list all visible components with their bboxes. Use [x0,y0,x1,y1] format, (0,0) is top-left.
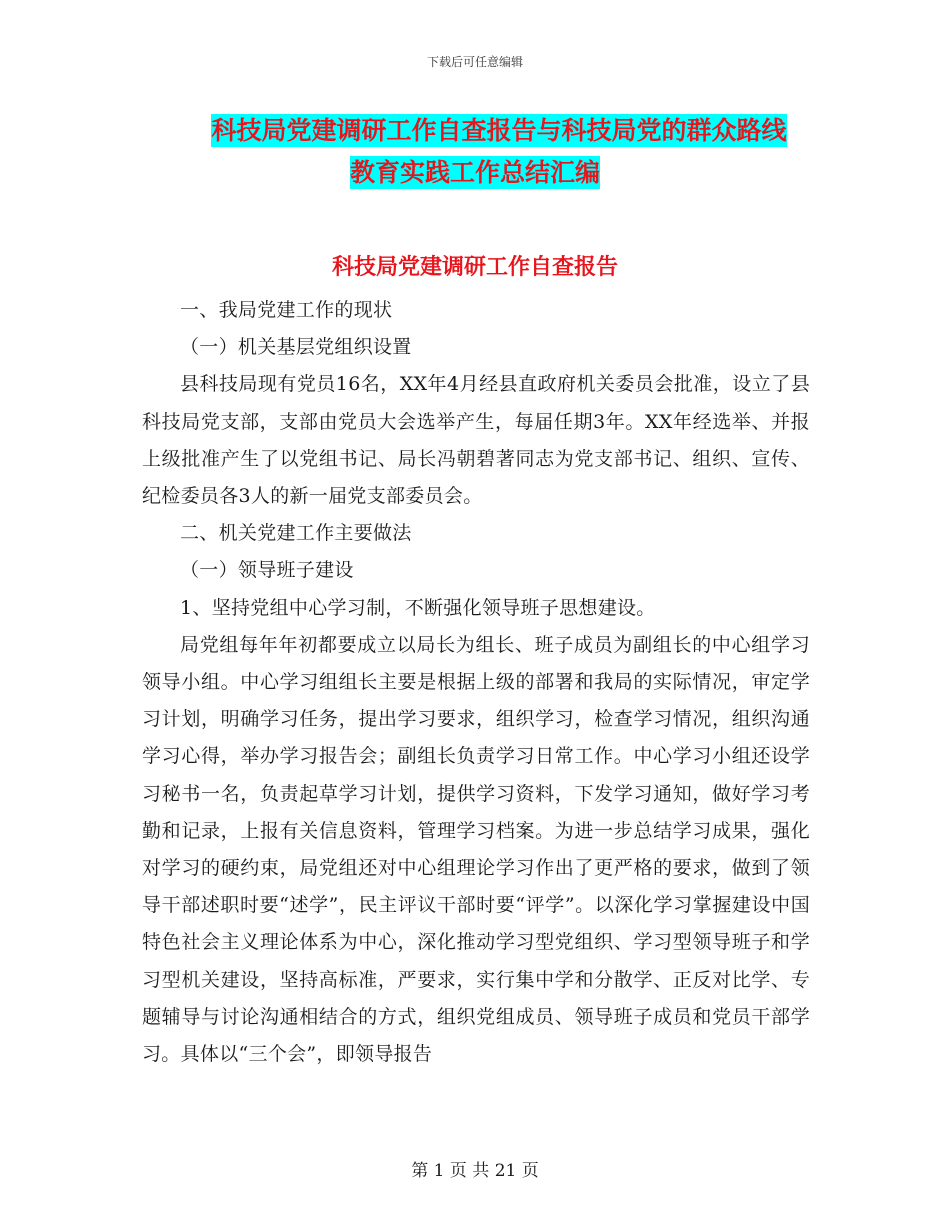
subheading-leadership: （一）领导班子建设 [180,559,354,582]
paragraph-study-group: 局党组每年年初都要成立以局长为组长、班子成员为副组长的中心组学习领导小组。中心学习组组长主要是根据上级的部署和我局的实际情况，审定学习计划，明确学习任务，提出学习要求，组织学习，检查学习情况，组织沟通学习心得，举办学习报告会；副组长负责学习日常工作。中心学习小组还设学习秘书一名，负责起草学习计划，提供学习资料，下发学习通知，做好学习考勤和记录，上报有关信息资料，管理学习档案。为进一步总结学习成果，强化对学习的硬约束，局党组还对中心组理论学习作出了更严格的要求，做到了领导干部述职时要“述学”，民主评议干部时要“评学”。以深化学习掌握建设中国特色社会主义理论体系为中心，深化推动学习型党组织、学习型领导班子和学习型机关建设，坚持高标准，严要求，实行集中学和分散学、正反对比学、专题辅导与讨论沟通相结合的方式，组织党组成员、领导班子成员和党员干部学习。具体以“三个会”，即领导报告 [142,633,810,1066]
paragraph-party-members: 县科技局现有党员16名，XX年4月经县直政府机关委员会批准，设立了县科技局党支部，支部由党员大会选举产生，每届任期3年。XX年经选举、并报上级批准产生了以党组书记、局长冯朝碧著同志为党支部书记、组织、宣传、纪检委员各3人的新一届党支部委员会。 [142,373,810,508]
document-title-line-1 [0,116,950,146]
document-title-line-2 [0,158,950,188]
document-title-text-1: 科技局党建调研工作自查报告与科技局党的群众路线 [211,116,787,145]
document-title-text-2: 教育实践工作总结汇编 [349,158,600,187]
subheading-org-setup: （一）机关基层党组织设置 [180,336,412,359]
page-number-footer: 第 1 页 共 21 页 [411,1161,539,1181]
header-note: 下载后可任意编辑 [426,55,523,69]
heading-main-practices: 二、机关党建工作主要做法 [180,522,412,545]
item-study-system: 1、坚持党组中心学习制，不断强化领导班子思想建设。 [180,596,656,619]
section-title: 科技局党建调研工作自查报告 [331,255,618,280]
document-body [142,292,810,1073]
heading-current-status: 一、我局党建工作的现状 [180,299,393,321]
